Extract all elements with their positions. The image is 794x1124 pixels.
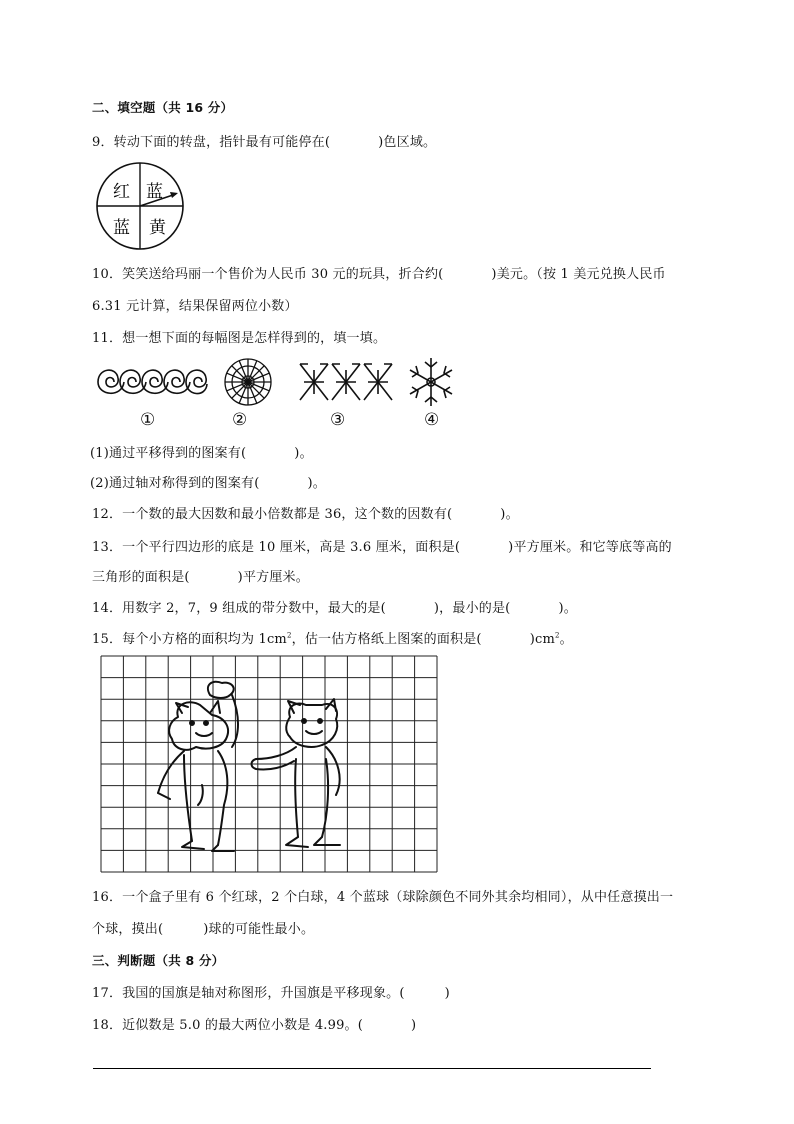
question-15: 15．每个小方格的面积均为 $1cm^2$，估一估方格纸上图案的面积是( )$cm^2$。	[92, 631, 573, 647]
question-17: 17．我国的国旗是轴对称图形，升国旗是平移现象。( )	[92, 986, 450, 1001]
question-12: 12．一个数的最大因数和最小倍数都是 36，这个数的因数有( )。	[92, 507, 519, 522]
grid-paper-figure	[100, 655, 438, 873]
spinner-label-bottom-left: 蓝	[113, 218, 130, 238]
pig-figure-left	[158, 682, 238, 851]
question-11-sub-1: (1)通过平移得到的图案有( )。	[90, 446, 313, 461]
question-9: 9．转动下面的转盘，指针最有可能停在( )色区域。	[92, 135, 437, 150]
question-10-line-1: 10．笑笑送给玛丽一个售价为人民币 30 元的玩具，折合约( )美元。（按 1 美元兑换人民币	[92, 267, 666, 282]
section-fill-in-title: 二、填空题（共 16 分）	[92, 100, 234, 115]
question-13-line-2: 三角形的面积是( )平方厘米。	[92, 570, 309, 585]
pattern-label-4: ④	[424, 410, 440, 430]
pattern-label-1: ①	[140, 410, 156, 430]
question-11-title: 11．想一想下面的每幅图是怎样得到的，填一填。	[92, 331, 387, 346]
pattern-label-3: ③	[330, 410, 346, 430]
pattern-2-flower	[222, 356, 274, 408]
question-10-line-2: 6.31 元计算，结果保留两位小数）	[92, 299, 298, 314]
spinner-label-bottom-right: 黄	[149, 218, 166, 238]
spinner-label-top-right: 蓝	[146, 182, 163, 202]
pattern-3-cross-shapes	[298, 360, 394, 404]
spinner-label-top-left: 红	[113, 182, 130, 202]
question-13-line-1: 13．一个平行四边形的底是 10 厘米，高是 3.6 厘米，面积是( )平方厘米。和它等底等高的	[92, 540, 672, 555]
question-16-line-2: 个球，摸出( )球的可能性最小。	[92, 922, 315, 937]
pattern-1-spirals	[94, 362, 210, 402]
question-16-line-1: 16．一个盒子里有 6 个红球，2 个白球，4 个蓝球（球除颜色不同外其余均相同），从中任意摸出一	[92, 890, 674, 905]
question-18: 18．近似数是 5.0 的最大两位小数是 4.99。( )	[92, 1018, 417, 1033]
pattern-4-snowflake	[406, 356, 456, 408]
question-14: 14．用数字 2，7，9 组成的带分数中，最大的是( )，最小的是( )。	[92, 601, 577, 616]
spinner-figure	[94, 160, 186, 252]
question-11-sub-2: (2)通过轴对称得到的图案有( )。	[90, 476, 326, 491]
section-true-false-title: 三、判断题（共 8 分）	[92, 953, 225, 968]
pattern-label-2: ②	[232, 410, 248, 430]
footer-divider	[93, 1068, 651, 1069]
